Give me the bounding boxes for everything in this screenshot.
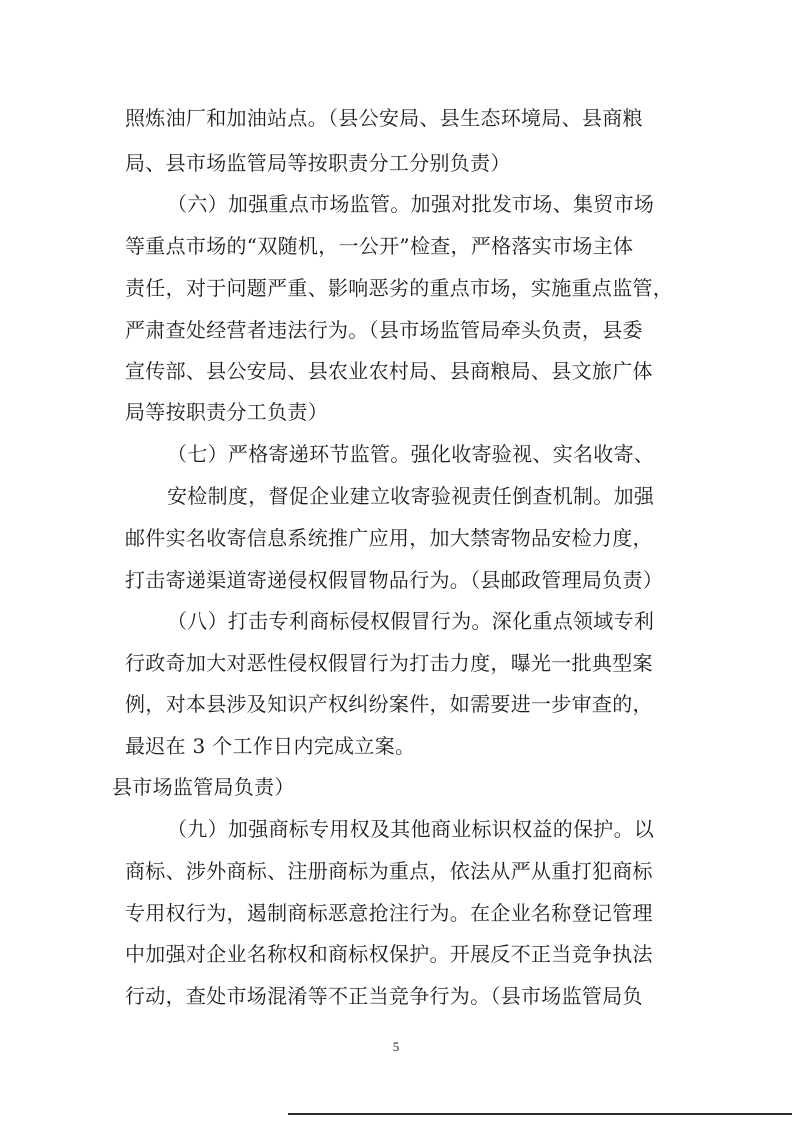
page-number: 5 [392,1039,400,1054]
text-line: 严肃查处经营者违法行为。（县市场监管局牵头负责，县委 [125,318,643,342]
text-line: 安检制度，督促企业建立收寄验视责任倒查机制。加强 [167,484,655,508]
text-line: 商标、涉外商标、注册商标为重点，依法从严从重打犯商标 [125,859,653,883]
text-line: 责任，对于问题严重、影响恶劣的重点市场，实施重点监管， [125,276,674,300]
text-line: 县市场监管局负责） [112,775,295,799]
text-line: 行政奇加大对恶性侵权假冒行为打击力度，曝光一批典型案 [125,651,653,675]
text-line: 宣传部、县公安局、县农业农村局、县商粮局、县文旅广体 [125,359,653,383]
text-line: 等重点市场的“双随机，一公开”检查，严格落实市场主体 [125,234,634,258]
text-line: 局等按职责分工负责） [125,400,328,424]
text-line: 最迟在 3 个工作日内完成立案。 [125,734,416,758]
text-line: 专用权行为，遏制商标恶意抢注行为。在企业名称登记管理 [125,901,653,925]
text-line: （八）打击专利商标侵权假冒行为。深化重点领域专利 [167,609,655,633]
text-line: 邮件实名收寄信息系统推广应用，加大禁寄物品安检力度， [125,526,653,550]
text-line: 例，对本县涉及知识产权纠纷案件，如需要进一步审查的， [125,692,653,716]
text-line: （九）加强商标专用权及其他商业标识权益的保护。以 [167,817,655,841]
text-line: 打击寄递渠道寄递侵权假冒物品行为。（县邮政管理局负责） [125,568,664,592]
text-line: 照炼油厂和加油站点。（县公安局、县生态环境局、县商粮 [125,106,643,130]
text-line: 行动，查处市场混淆等不正当竞争行为。（县市场监管局负 [125,984,643,1008]
text-line: 中加强对企业名称权和商标权保护。开展反不正当竞争执法 [125,942,653,966]
footer-divider [288,1113,792,1115]
text-line: （七）严格寄递环节监管。强化收寄验视、实名收寄、 [167,442,655,466]
text-line: 局、县市场监管局等按职责分工分别负责） [125,151,511,175]
text-line: （六）加强重点市场监管。加强对批发市场、集贸市场 [167,192,655,216]
